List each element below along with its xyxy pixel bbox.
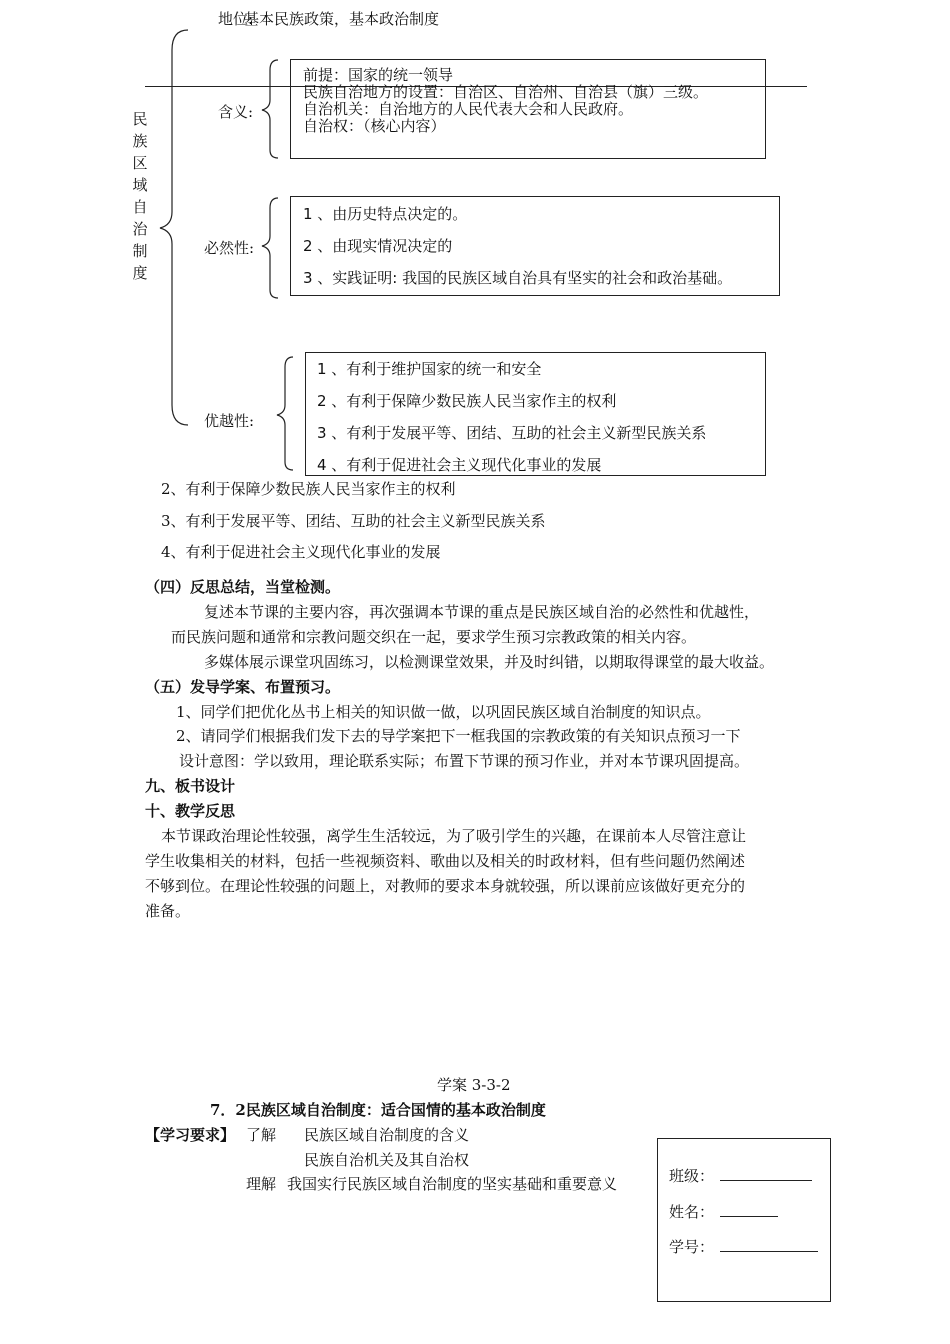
superiority-label: 优越性: bbox=[204, 412, 255, 430]
necessity-item: 3 、实践证明: 我国的民族区域自治具有坚实的社会和政治基础。 bbox=[303, 269, 733, 287]
list-item: 1、同学们把优化丛书上相关的知识做一做，以巩固民族区域自治制度的知识点。 bbox=[176, 703, 711, 721]
meaning-label: 含义: bbox=[218, 103, 254, 121]
superiority-item: 2 、有利于保障少数民族人民当家作主的权利 bbox=[317, 392, 617, 410]
list-item: 2、有利于保障少数民族人民当家作主的权利 bbox=[161, 480, 456, 498]
section-heading: 九、板书设计 bbox=[145, 777, 236, 795]
student-id-blank[interactable] bbox=[720, 1237, 818, 1252]
reflection-line: 不够到位。在理论性较强的问题上，对教师的要求本身就较强，所以课前应该做好更充分的 bbox=[145, 877, 746, 895]
section-heading: 十、教学反思 bbox=[145, 802, 236, 820]
understand-item: 民族区域自治制度的含义 bbox=[304, 1126, 470, 1144]
comprehend-text: 我国实行民族区域自治制度的坚实基础和重要意义 bbox=[287, 1175, 618, 1193]
design-intent: 设计意图：学以致用，理论联系实际；布置下节课的预习作业，并对本节课巩固提高。 bbox=[179, 752, 750, 770]
meaning-item: 民族自治地方的设置：自治区、自治州、自治县（旗）三级。 bbox=[303, 83, 709, 101]
superiority-item: 1 、有利于维护国家的统一和安全 bbox=[317, 360, 542, 378]
name-field[interactable] bbox=[669, 1201, 778, 1222]
reflection-line: 本节课政治理论性较强，离学生生活较远，为了吸引学生的兴趣，在课前本人尽管注意让 bbox=[161, 827, 747, 845]
student-info-box bbox=[657, 1138, 831, 1302]
understand-label: 了解 bbox=[246, 1126, 277, 1144]
reflection-line: 准备。 bbox=[145, 902, 191, 920]
superiority-item: 3 、有利于发展平等、团结、互助的社会主义新型民族关系 bbox=[317, 424, 707, 442]
name-label: 姓名： bbox=[669, 1203, 715, 1221]
superiority-item: 4 、有利于促进社会主义现代化事业的发展 bbox=[317, 456, 602, 474]
necessity-label: 必然性: bbox=[204, 239, 255, 257]
position-text: 基本民族政策，基本政治制度 bbox=[244, 10, 440, 28]
student-id-label: 学号： bbox=[669, 1238, 715, 1256]
class-field[interactable] bbox=[669, 1165, 812, 1186]
necessity-item: 2 、由现实情况决定的 bbox=[303, 237, 453, 255]
list-item: 2、请同学们根据我们发下去的导学案把下一框我国的宗教政策的有关知识点预习一下 bbox=[176, 727, 741, 745]
meaning-item: 前提：国家的统一领导 bbox=[303, 66, 454, 84]
meaning-item: 自治权：（核心内容） bbox=[303, 117, 446, 135]
comprehend-label: 理解 bbox=[246, 1175, 277, 1193]
necessity-box bbox=[290, 196, 780, 296]
requirements-label: 【学习要求】 bbox=[145, 1126, 236, 1144]
worksheet-title: 7．2民族区域自治制度：适合国情的基本政治制度 bbox=[210, 1101, 546, 1119]
class-blank[interactable] bbox=[720, 1166, 812, 1181]
necessity-item: 1 、由历史特点决定的。 bbox=[303, 205, 468, 223]
student-id-field[interactable] bbox=[669, 1236, 818, 1257]
worksheet-code: 学案 3-3-2 bbox=[437, 1076, 511, 1094]
section-heading: （四）反思总结，当堂检测。 bbox=[145, 578, 341, 596]
position-label: 地位: bbox=[218, 10, 254, 28]
meaning-item: 自治机关：自治地方的人民代表大会和人民政府。 bbox=[303, 100, 634, 118]
reflection-line: 学生收集相关的材料，包括一些视频资料、歌曲以及相关的时政材料，但有些问题仍然阐述 bbox=[145, 852, 746, 870]
paragraph-line: 而民族问题和通常和宗教问题交织在一起，要求学生预习宗教政策的相关内容。 bbox=[171, 628, 697, 646]
meaning-box bbox=[290, 59, 766, 159]
paragraph-line: 复述本节课的主要内容，再次强调本节课的重点是民族区域自治的必然性和优越性， bbox=[204, 603, 760, 621]
class-label: 班级： bbox=[669, 1167, 715, 1185]
list-item: 4、有利于促进社会主义现代化事业的发展 bbox=[161, 543, 441, 561]
name-blank[interactable] bbox=[720, 1202, 778, 1217]
paragraph-line: 多媒体展示课堂巩固练习，以检测课堂效果，并及时纠错，以期取得课堂的最大收益。 bbox=[204, 653, 775, 671]
list-item: 3、有利于发展平等、团结、互助的社会主义新型民族关系 bbox=[161, 512, 546, 530]
understand-item: 民族自治机关及其自治权 bbox=[304, 1151, 470, 1169]
section-heading: （五）发导学案、布置预习。 bbox=[145, 678, 341, 696]
diagram-root-label: 民族区域自治制度 bbox=[132, 110, 148, 282]
superiority-box bbox=[305, 352, 766, 476]
